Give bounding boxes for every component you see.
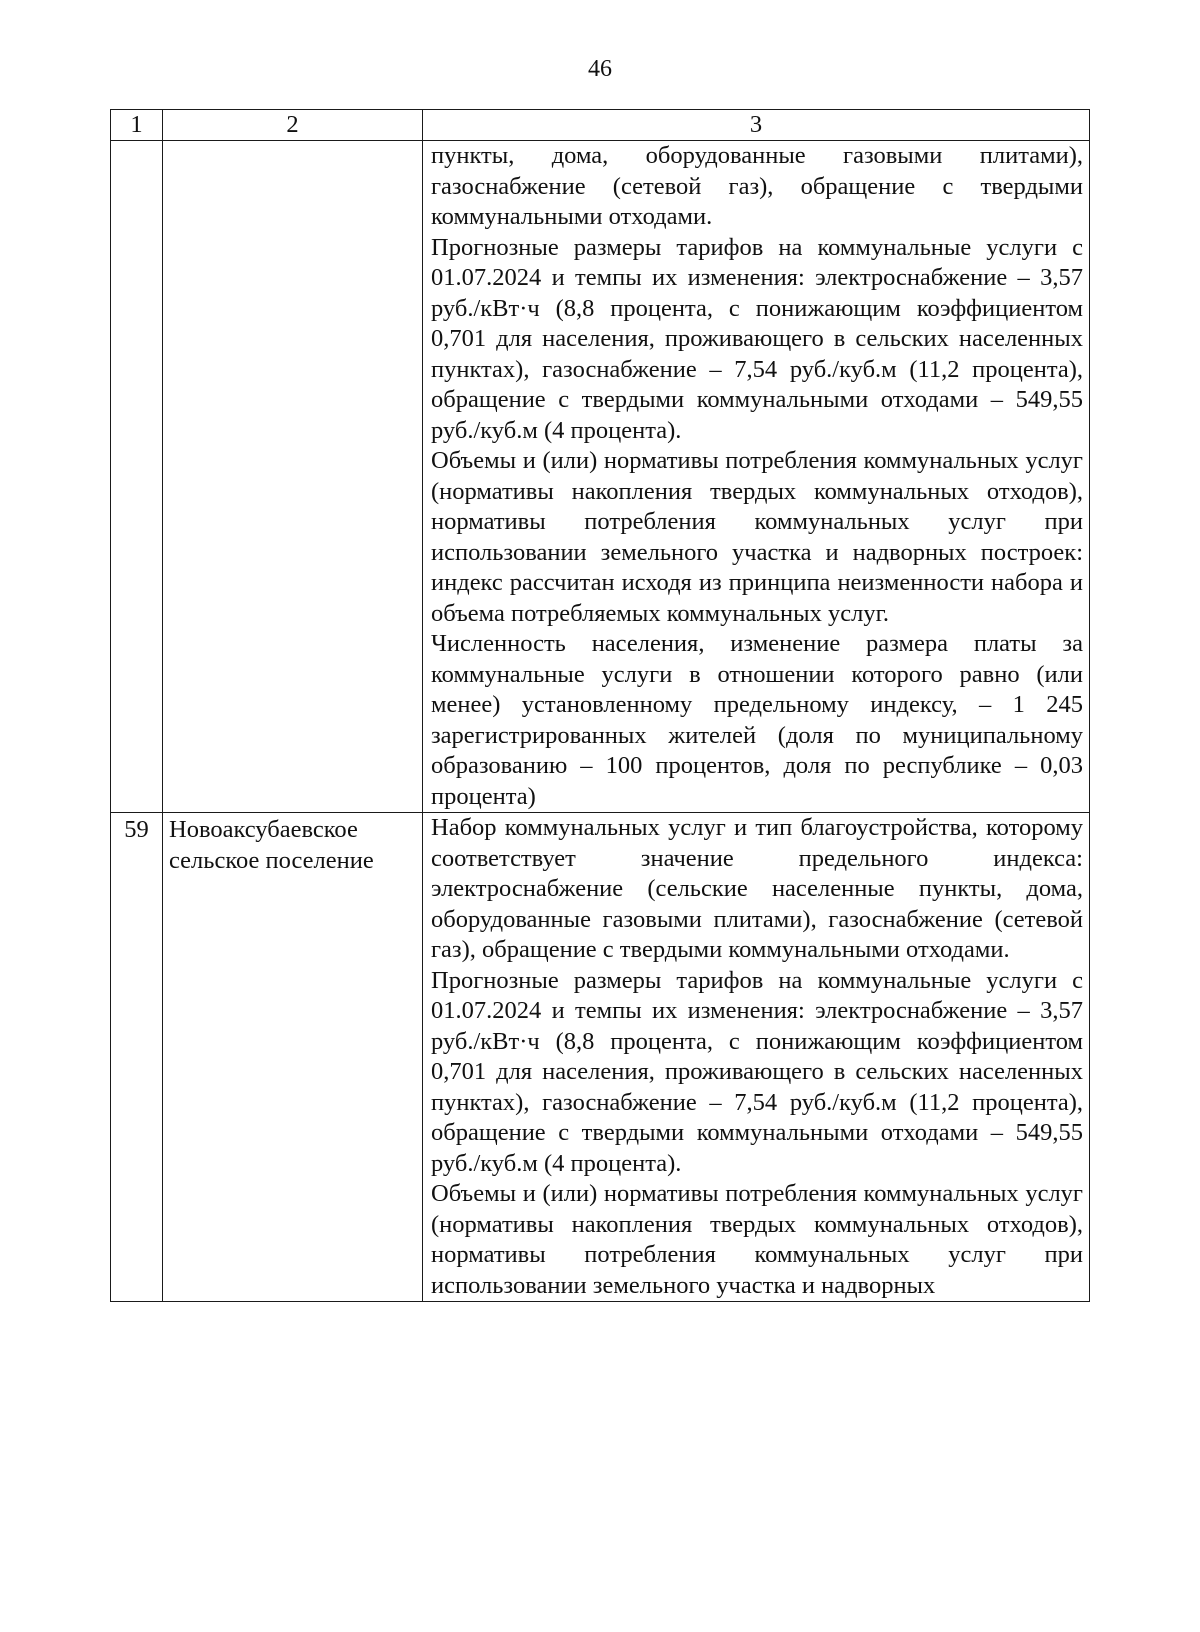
tariff-table (110, 109, 1090, 1302)
row-number-cell: 59 (111, 813, 163, 1302)
description-paragraph: Численность населения, изменение размера платы за коммунальные услуги в отношении которого равно (или менее) установленному предельному индексу, – 1 245 зарегистрированных жителей (доля по муниципальному образованию – 100 процентов, доля по республике – 0,03 процента) (431, 630, 1083, 810)
municipality-name-cell (163, 141, 423, 813)
description-paragraph: Прогнозные размеры тарифов на коммунальные услуги с 01.07.2024 и темпы их изменения: электроснабжение – 3,57 руб./кВт·ч (8,8 процента, с понижающим коэффициентом 0,701 для населения, проживающего в сельских населенных пунктах), газоснабжение – 7,54 руб./куб.м (11,2 процента), обращение с твердыми коммунальными отходами – 549,55 руб./куб.м (4 процента). (431, 233, 1083, 444)
table-row (111, 813, 1090, 1302)
column-header-2: 2 (163, 110, 423, 141)
table-row (111, 141, 1090, 813)
description-paragraph: Набор коммунальных услуг и тип благоустройства, которому соответствует значение предельного индекса: электроснабжение (сельские населенные пункты, дома, оборудованные газовыми плитами), газоснабжение (сетевой газ), обращение с твердыми коммунальными отходами. (431, 814, 1083, 963)
description-paragraph: Объемы и (или) нормативы потребления коммунальных услуг (нормативы накопления твердых коммунальных отходов), нормативы потребления коммунальных услуг при использовании земельного участка и надворных построек: индекс рассчитан исходя из принципа неизменности набора и объема потребляемых коммунальных услуг. (431, 447, 1083, 627)
column-header-1: 1 (111, 110, 163, 141)
description-paragraph: Объемы и (или) нормативы потребления коммунальных услуг (нормативы накопления твердых коммунальных отходов), нормативы потребления коммунальных услуг при использовании земельного участка и надворных (431, 1180, 1083, 1299)
table-header-row (111, 110, 1090, 141)
description-paragraph: Прогнозные размеры тарифов на коммунальные услуги с 01.07.2024 и темпы их изменения: электроснабжение – 3,57 руб./кВт·ч (8,8 процента, с понижающим коэффициентом 0,701 для населения, проживающего в сельских населенных пунктах), газоснабжение – 7,54 руб./куб.м (11,2 процента), обращение с твердыми коммунальными отходами – 549,55 руб./куб.м (4 процента). (431, 966, 1083, 1177)
description-cell (423, 813, 1090, 1302)
description-paragraph: пункты, дома, оборудованные газовыми плитами), газоснабжение (сетевой газ), обращение с твердыми коммунальными отходами. (431, 142, 1083, 230)
municipality-name-cell: Новоаксубаевское сельское поселение (163, 813, 423, 1302)
column-header-3: 3 (423, 110, 1090, 141)
description-cell (423, 141, 1090, 813)
page-number: 46 (588, 56, 612, 82)
row-number-cell (111, 141, 163, 813)
